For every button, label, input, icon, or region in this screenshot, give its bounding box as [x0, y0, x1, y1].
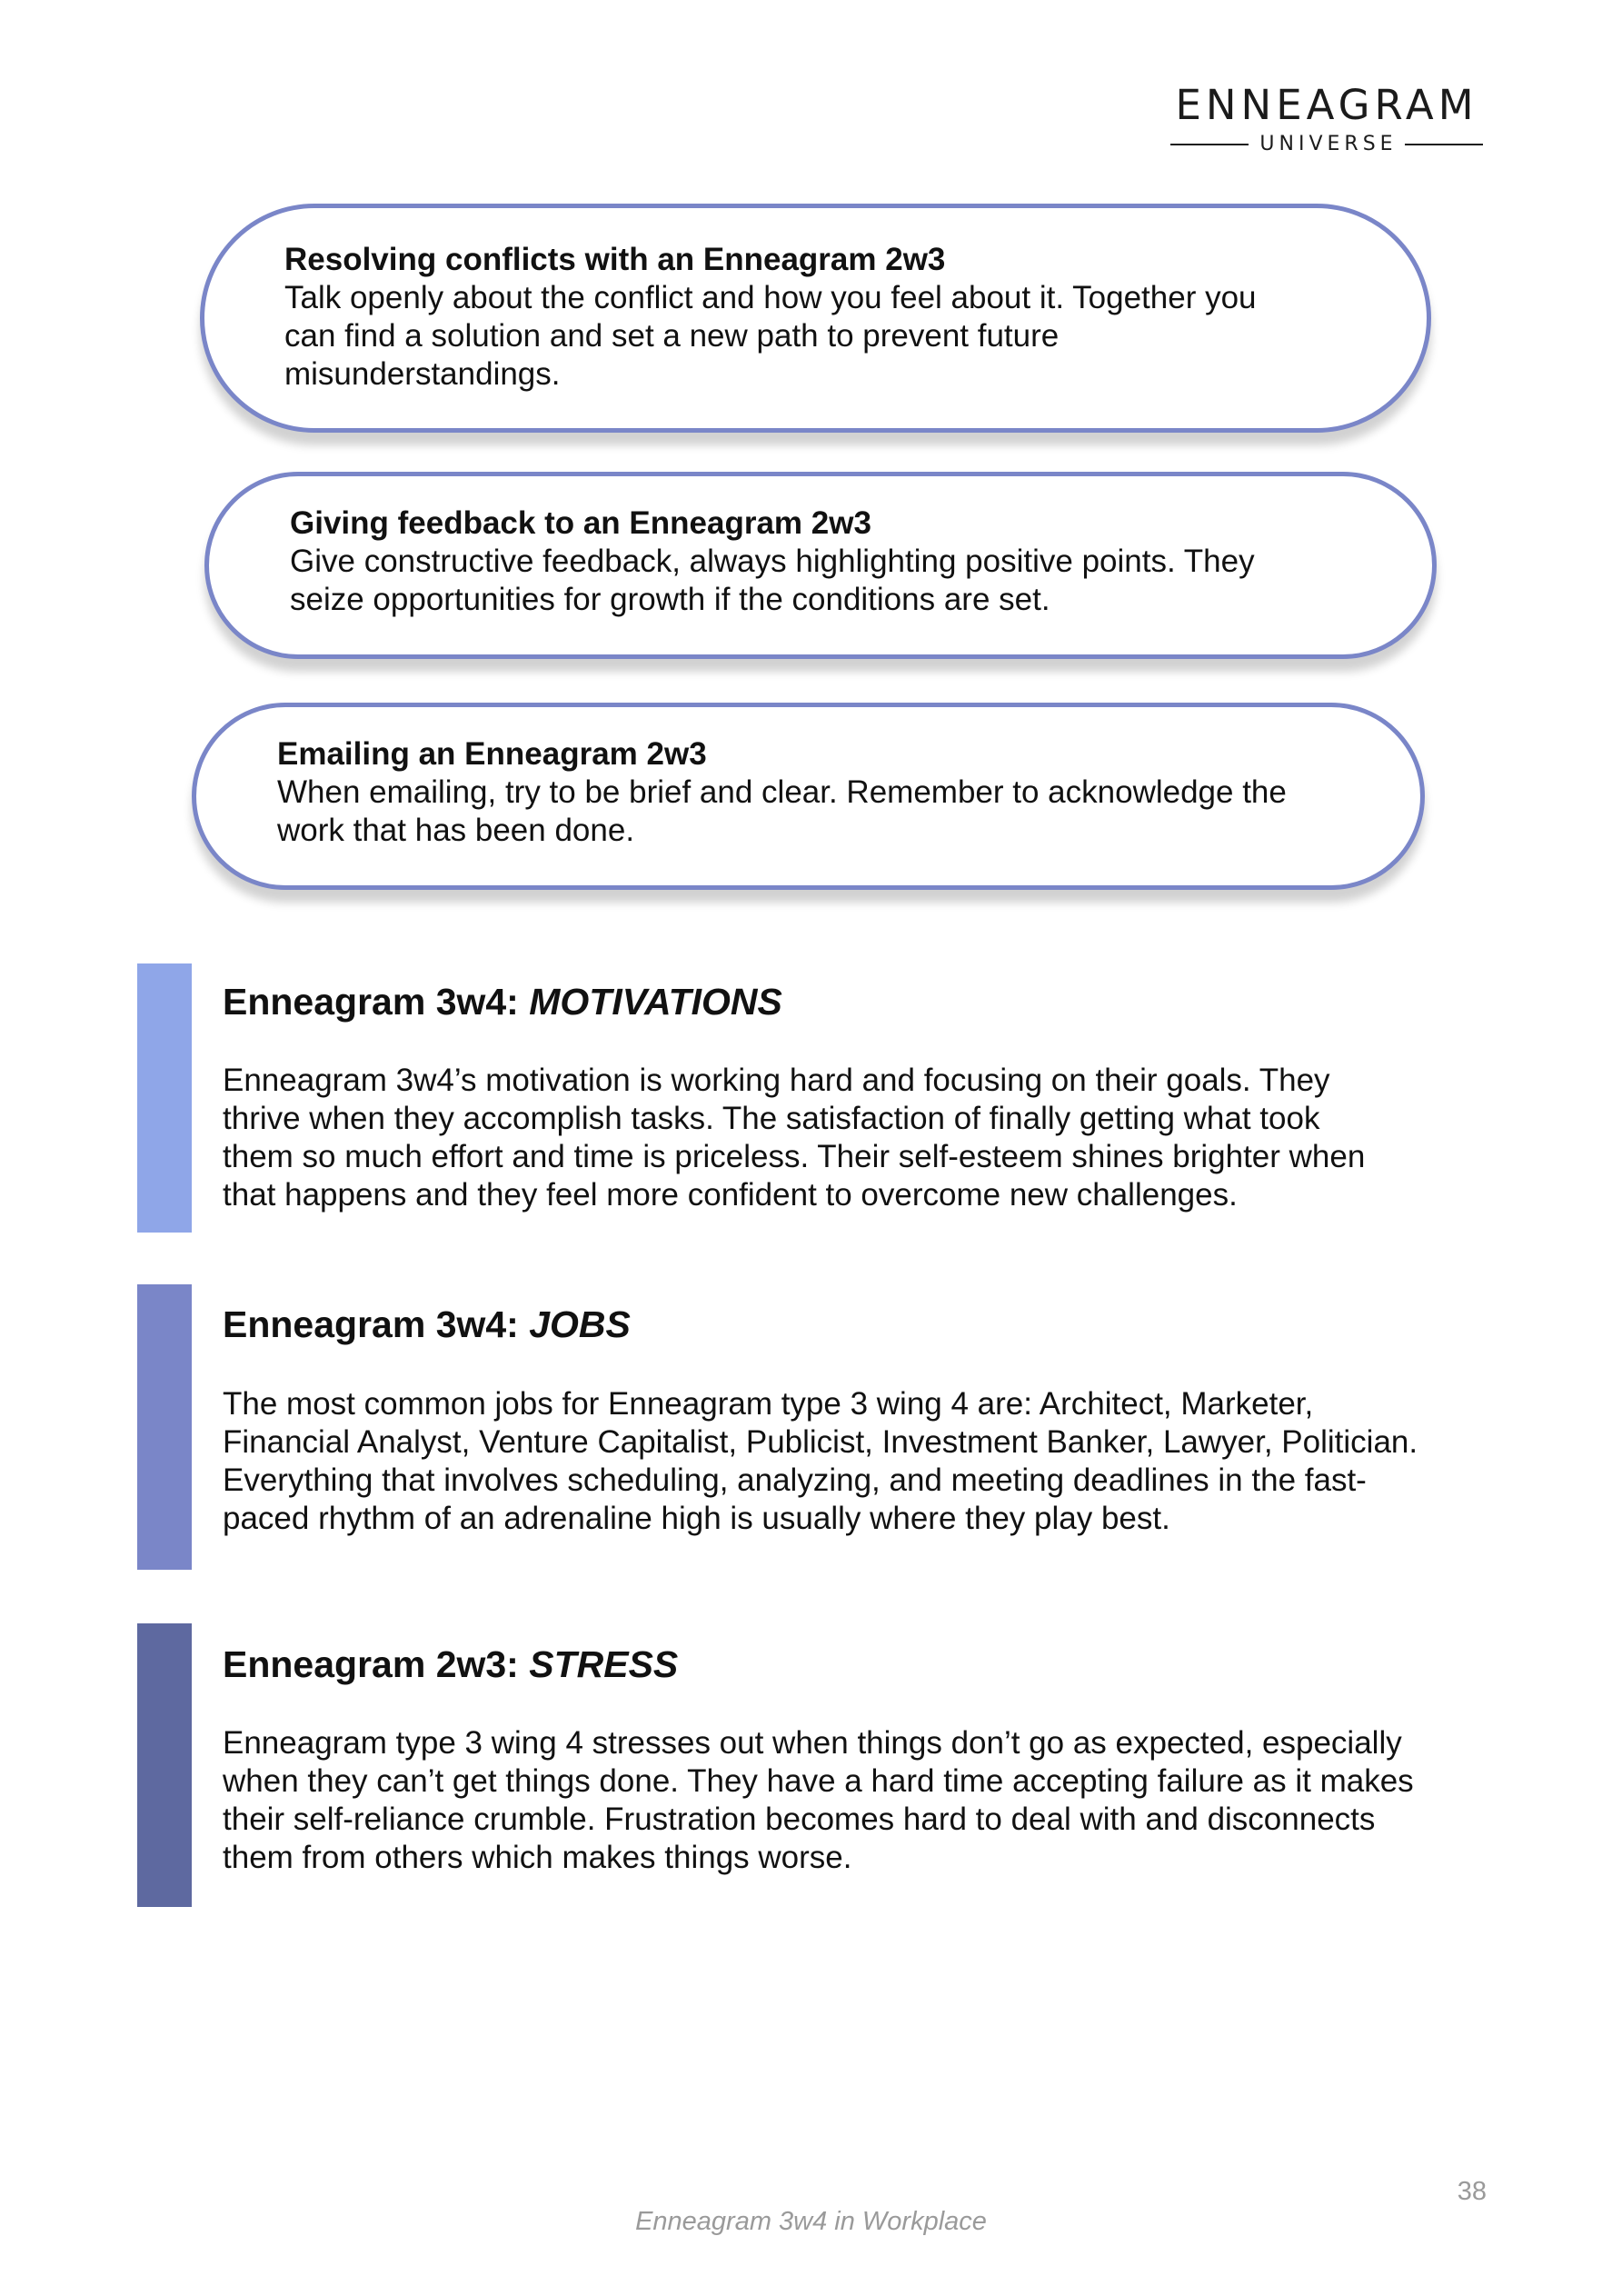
- section-body-line: when they can’t get things done. They have a hard time accepting failure as it makes: [223, 1763, 1414, 1799]
- section-accent-bar: [137, 1284, 192, 1570]
- section-body-line: Enneagram type 3 wing 4 stresses out when things don’t go as expected, especially: [223, 1725, 1402, 1761]
- page-number: 38: [1457, 2177, 1487, 2206]
- section-title-emphasis: STRESS: [529, 1643, 679, 1685]
- footer-caption: Enneagram 3w4 in Workplace: [635, 2207, 987, 2236]
- brand-logo: [1163, 80, 1490, 155]
- section-title-prefix: Enneagram 2w3:: [223, 1643, 530, 1685]
- tip-card-line: work that has been done.: [277, 813, 635, 848]
- tip-card-body: [290, 543, 1362, 619]
- tip-card-title: Giving feedback to an Enneagram 2w3: [290, 505, 871, 541]
- section-body-line: that happens and they feel more confident to overcome new challenges.: [223, 1177, 1238, 1213]
- section-body-line: their self-reliance crumble. Frustration becomes hard to deal with and disconnects: [223, 1802, 1376, 1837]
- tip-card-title: Emailing an Enneagram 2w3: [277, 736, 707, 772]
- tip-card-line: misunderstandings.: [284, 356, 561, 392]
- logo-subtitle-row: [1163, 133, 1490, 155]
- tip-card-title: Resolving conflicts with an Enneagram 2w3: [284, 242, 946, 277]
- section-body-line: them from others which makes things worse.: [223, 1840, 852, 1875]
- tip-card-body: [277, 774, 1368, 850]
- logo-rule-right: [1405, 144, 1483, 145]
- section-title-emphasis: MOTIVATIONS: [529, 981, 782, 1023]
- section-body-line: thrive when they accomplish tasks. The satisfaction of finally getting what took: [223, 1101, 1320, 1136]
- section-body-motivations: [223, 1062, 1495, 1214]
- section-accent-bar: [137, 963, 192, 1233]
- section-body-stress: [223, 1724, 1495, 1877]
- logo-subtitle: UNIVERSE: [1259, 133, 1398, 155]
- tip-card-body: [284, 279, 1357, 394]
- section-title-emphasis: JOBS: [529, 1303, 631, 1345]
- section-title-jobs: [223, 1302, 631, 1347]
- logo-wordmark: ENNEAGRAM: [1175, 81, 1478, 129]
- section-title-stress: [223, 1642, 678, 1687]
- tip-card-line: can find a solution and set a new path to prevent future: [284, 318, 1060, 354]
- section-body-jobs: [223, 1385, 1495, 1538]
- section-accent-bar: [137, 1623, 192, 1907]
- section-title-prefix: Enneagram 3w4:: [223, 981, 530, 1023]
- section-body-line: Enneagram 3w4’s motivation is working hard and focusing on their goals. They: [223, 1063, 1330, 1098]
- logo-rule-left: [1170, 144, 1249, 145]
- section-body-line: Financial Analyst, Venture Capitalist, Publicist, Investment Banker, Lawyer, Politician.: [223, 1424, 1418, 1460]
- tip-card-line: Talk openly about the conflict and how you feel about it. Together you: [284, 280, 1257, 315]
- tip-card-line: Give constructive feedback, always highlighting positive points. They: [290, 544, 1255, 579]
- section-body-line: Everything that involves scheduling, analyzing, and meeting deadlines in the fast-: [223, 1462, 1367, 1498]
- tip-card-line: When emailing, try to be brief and clear. Remember to acknowledge the: [277, 774, 1287, 810]
- section-body-line: paced rhythm of an adrenaline high is usually where they play best.: [223, 1501, 1170, 1536]
- section-title-motivations: [223, 979, 782, 1024]
- section-body-line: The most common jobs for Enneagram type 3 wing 4 are: Architect, Marketer,: [223, 1386, 1314, 1422]
- section-body-line: them so much effort and time is priceless. Their self-esteem shines brighter when: [223, 1139, 1366, 1174]
- section-title-prefix: Enneagram 3w4:: [223, 1303, 530, 1345]
- tip-card-line: seize opportunities for growth if the conditions are set.: [290, 582, 1050, 617]
